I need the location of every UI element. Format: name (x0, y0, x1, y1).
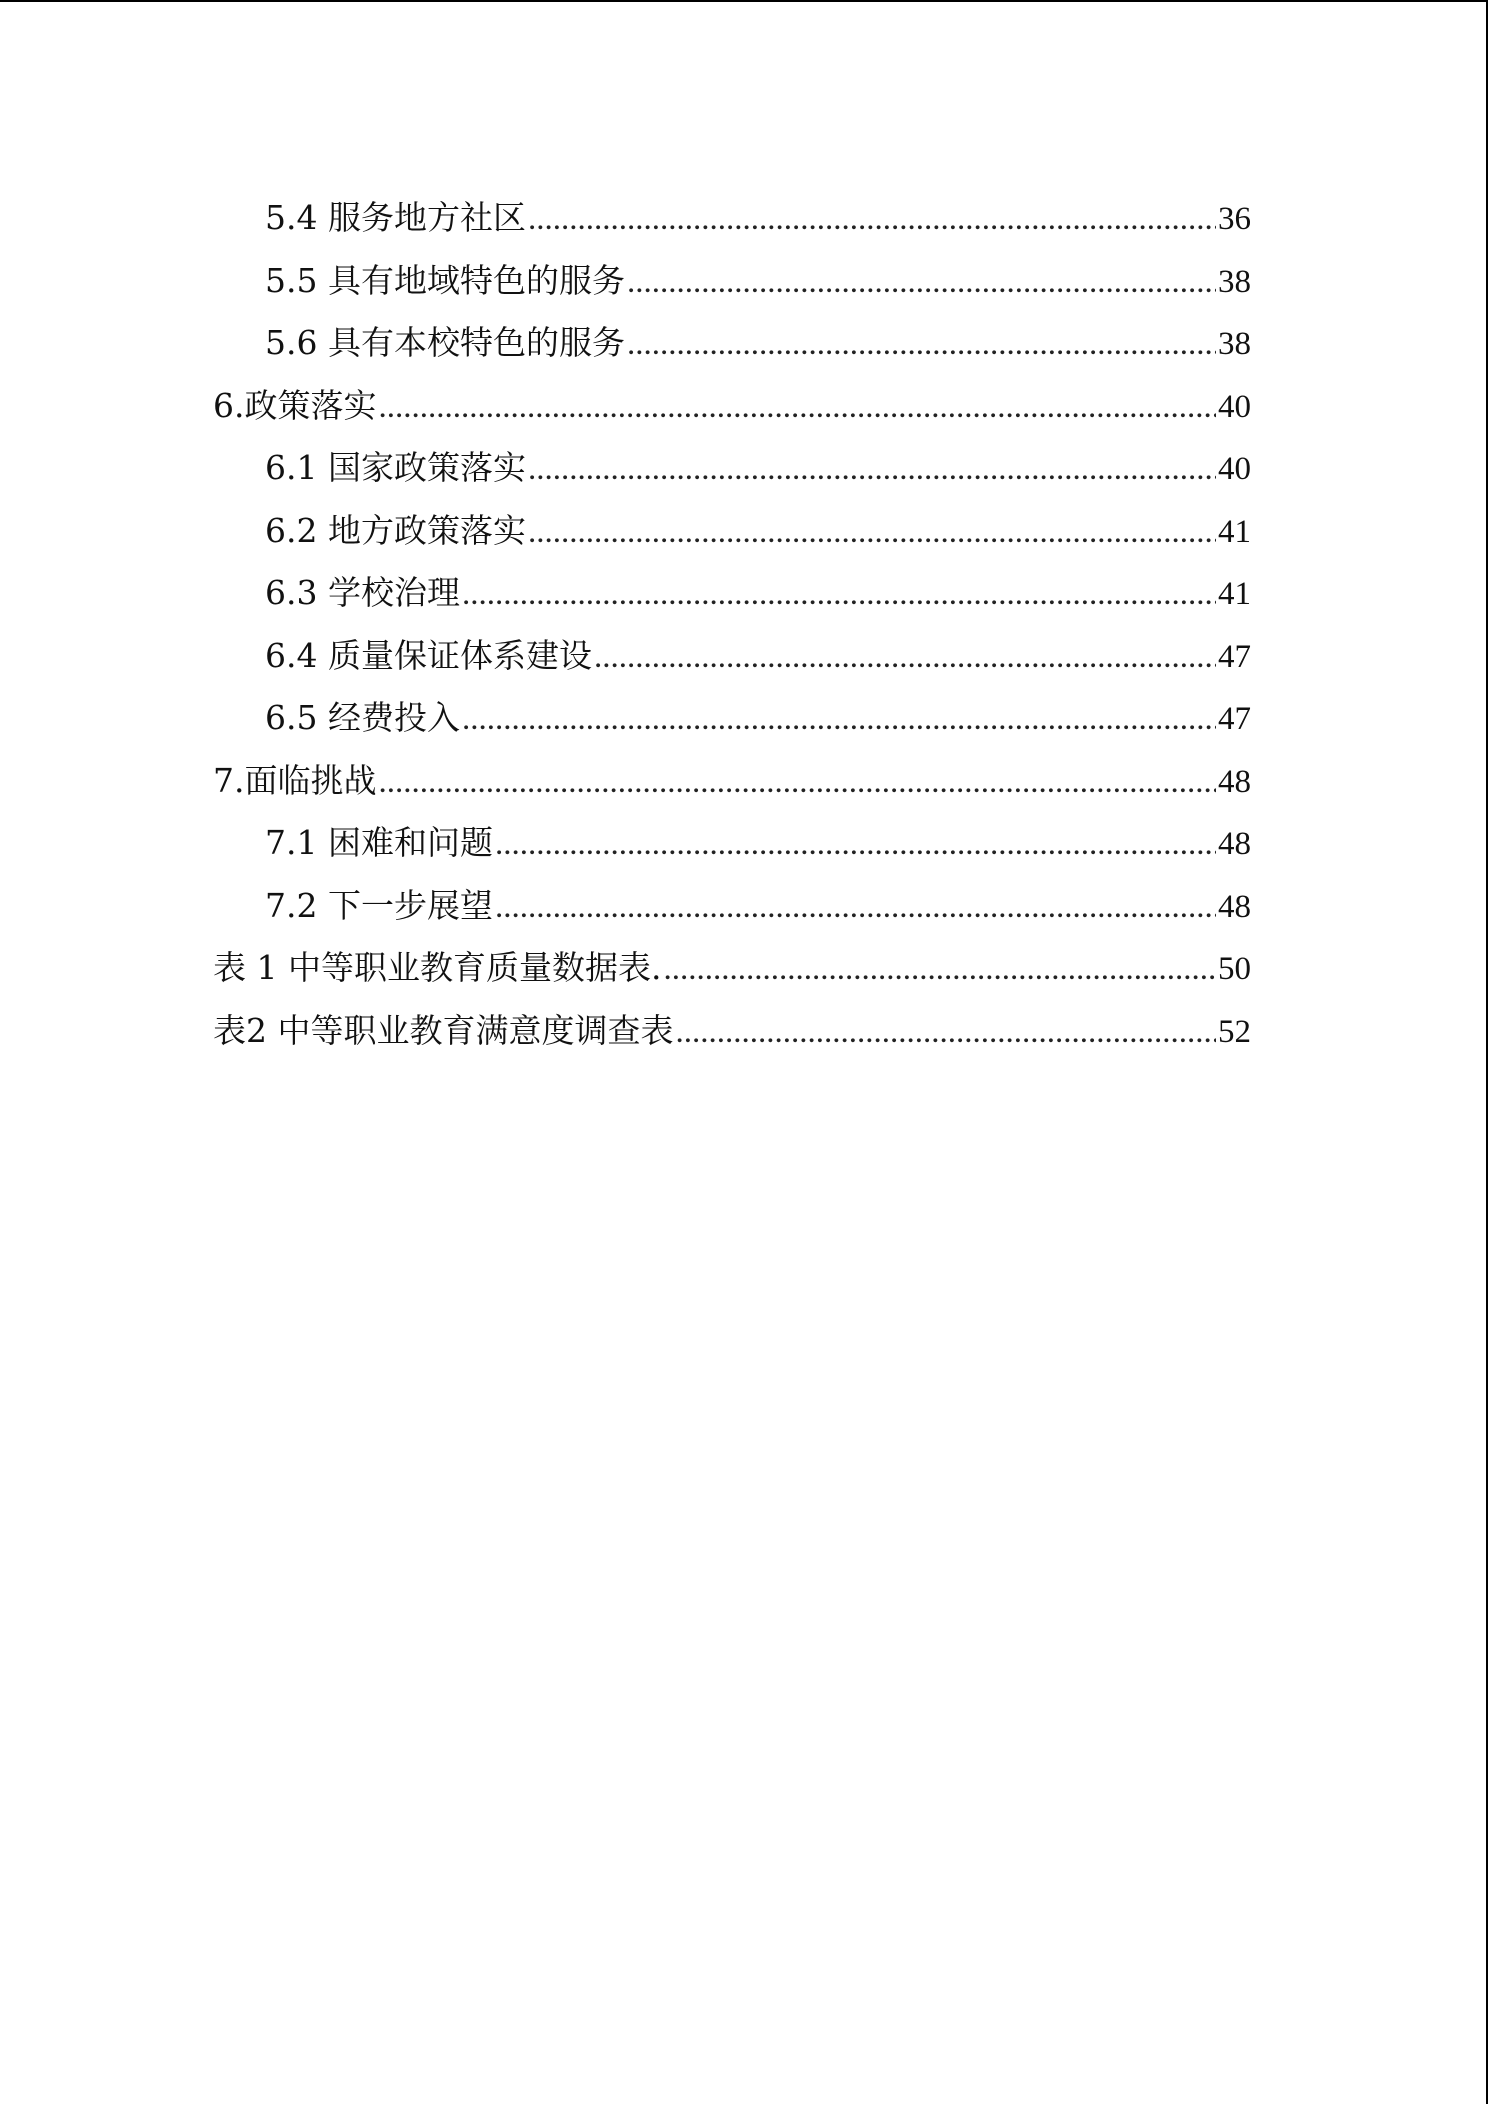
toc-dot-leader (495, 826, 1216, 863)
toc-dot-leader (462, 701, 1216, 738)
toc-dot-leader (379, 764, 1217, 801)
toc-entry-title: 表2 中等职业教育满意度调查表 (213, 1010, 674, 1050)
toc-entry-page: 38 (1218, 326, 1251, 362)
toc-entry-page: 50 (1218, 951, 1251, 987)
toc-entry-page: 40 (1218, 451, 1251, 487)
toc-entry-page: 41 (1218, 576, 1251, 612)
toc-entry[interactable] (213, 1005, 1251, 1068)
toc-entry-title: 表 1 中等职业教育质量数据表. (213, 948, 662, 987)
toc-entry-page: 36 (1218, 201, 1251, 237)
toc-entry[interactable] (213, 817, 1251, 880)
toc-entry[interactable] (213, 505, 1251, 568)
toc-entry-page: 41 (1218, 513, 1251, 550)
toc-entry[interactable] (213, 755, 1251, 818)
toc-dot-leader (528, 514, 1216, 551)
toc-entry[interactable] (213, 880, 1251, 943)
toc-entry-title: 6.5 经费投入 (265, 698, 460, 737)
toc-entry-page: 47 (1218, 701, 1251, 737)
toc-dot-leader (495, 889, 1216, 926)
toc-entry-title: 7.2 下一步展望 (265, 885, 493, 925)
toc-dot-leader (528, 451, 1216, 488)
toc-entry-title: 6.1 国家政策落实 (265, 448, 526, 487)
toc-entry[interactable] (213, 692, 1251, 755)
toc-dot-leader (594, 639, 1216, 676)
toc-entry-title: 6.3 学校治理 (265, 573, 460, 612)
toc-entry-page: 47 (1218, 638, 1251, 675)
toc-entry-page: 48 (1218, 826, 1251, 862)
toc-dot-leader (462, 576, 1216, 613)
toc-entry[interactable] (213, 630, 1251, 693)
toc-entry[interactable] (213, 192, 1251, 255)
toc-entry-title: 5.5 具有地域特色的服务 (265, 260, 625, 300)
toc-entry-page: 38 (1218, 263, 1251, 300)
toc-entry-title: 6.4 质量保证体系建设 (265, 635, 592, 675)
toc-entry-page: 48 (1218, 763, 1251, 800)
table-of-contents (213, 192, 1251, 1067)
toc-dot-leader (379, 389, 1217, 426)
toc-dot-leader (663, 951, 1216, 988)
toc-dot-leader (627, 264, 1216, 301)
toc-entry[interactable] (213, 380, 1251, 443)
toc-entry[interactable] (213, 255, 1251, 318)
toc-entry[interactable] (213, 442, 1251, 505)
toc-entry-title: 5.6 具有本校特色的服务 (265, 323, 625, 362)
toc-entry-page: 48 (1218, 888, 1251, 925)
toc-entry-page: 40 (1218, 388, 1251, 425)
toc-entry-title: 7.面临挑战 (213, 760, 377, 800)
toc-dot-leader (676, 1014, 1217, 1051)
toc-dot-leader (528, 201, 1216, 238)
toc-entry-title: 6.2 地方政策落实 (265, 510, 526, 550)
toc-entry-title: 6.政策落实 (213, 385, 377, 425)
toc-entry[interactable] (213, 942, 1251, 1005)
toc-entry[interactable] (213, 317, 1251, 380)
toc-entry-page: 52 (1218, 1013, 1251, 1050)
toc-entry[interactable] (213, 567, 1251, 630)
toc-entry-title: 5.4 服务地方社区 (265, 198, 526, 237)
toc-entry-title: 7.1 困难和问题 (265, 823, 493, 862)
toc-dot-leader (627, 326, 1216, 363)
